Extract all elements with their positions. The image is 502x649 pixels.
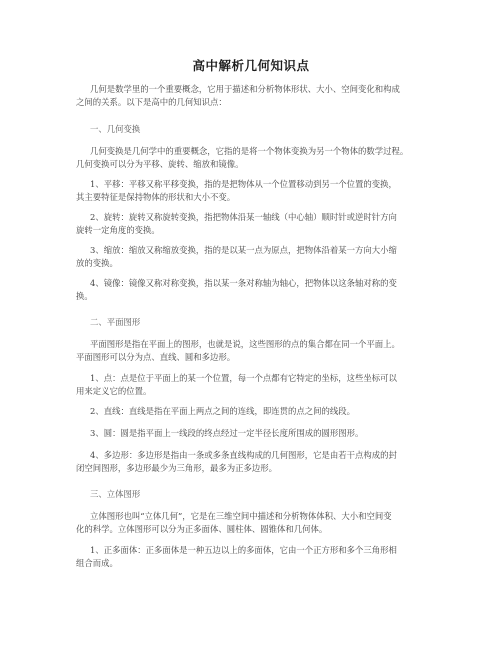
list-item-rotation-cont: 旋转一定角度的变换。: [76, 225, 160, 235]
list-item-polyhedron-cont: 组合而成。: [76, 558, 118, 568]
paragraph-line: 几何变换是几何学中的重要概念，它指的是将一个物体变换为另一个物体的数学过程。: [90, 146, 409, 156]
list-item-scaling-cont: 放的变换。: [76, 258, 118, 268]
paragraph-line: 平面图形可以分为点、直线、圆和多边形。: [76, 352, 236, 362]
list-item-reflection-cont: 换。: [76, 291, 93, 301]
list-item-circle: 3、圆：圆是指平面上一线段的终点经过一定半径长度所围成的圆形图形。: [90, 428, 364, 438]
list-item-translation: 1、平移：平移又称平移变换，指的是把物体从一个位置移动到另一个位置的变换，: [90, 179, 397, 189]
paragraph-line: 化的科学。立体图形可以分为正多面体、圆柱体、圆锥体和几何体。: [76, 524, 328, 534]
list-item-line: 2、直线：直线是指在平面上两点之间的连线，即连贯的点之间的线段。: [90, 406, 355, 416]
list-item-translation-cont: 其主要特征是保持物体的形状和大小不变。: [76, 192, 236, 202]
document-title: 高中解析几何知识点: [192, 58, 310, 73]
paragraph-line: 几何变换可以分为平移、旋转、缩放和镜像。: [76, 159, 244, 169]
section-heading-solid-figures: 三、立体图形: [90, 489, 141, 499]
list-item-polyhedron: 1、正多面体：正多面体是一种五边以上的多面体，它由一个正方形和多个三角形相: [90, 545, 397, 555]
list-item-point: 1、点：点是位于平面上的某一个位置，每一个点都有它特定的坐标，这些坐标可以: [90, 373, 397, 383]
list-item-point-cont: 用来定义它的位置。: [76, 386, 152, 396]
list-item-polygon: 4、多边形：多边形是指由一条或多条直线构成的几何图形，它是由若干点构成的封: [90, 450, 397, 460]
intro-line-1: 几何是数学里的一个重要概念，它用于描述和分析物体形状、大小、空间变化和构成: [90, 84, 400, 94]
intro-line-2: 之间的关系。以下是高中的几何知识点：: [76, 97, 227, 107]
list-item-rotation: 2、旋转：旋转又称旋转变换，指把物体沿某一轴线（中心轴）顺时针或逆时针方向: [90, 212, 397, 222]
section-heading-plane-figures: 二、平面图形: [90, 317, 141, 327]
section-heading-transformations: 一、几何变换: [90, 124, 141, 134]
paragraph-line: 平面图形是指在平面上的图形，也就是说，这些图形的点的集合都在同一个平面上。: [90, 339, 400, 349]
paragraph-line: 立体图形也叫“立体几何”，它是在三维空间中描述和分析物体体积、大小和空间变: [90, 511, 392, 521]
list-item-scaling: 3、缩放：缩放又称缩放变换，指的是以某一点为原点，把物体沿着某一方向大小缩: [90, 245, 397, 255]
list-item-polygon-cont: 闭空间图形，多边形最少为三角形，最多为正多边形。: [76, 463, 277, 473]
list-item-reflection: 4、镜像：镜像又称对称变换，指以某一条对称轴为轴心，把物体以这条轴对称的变: [90, 278, 397, 288]
